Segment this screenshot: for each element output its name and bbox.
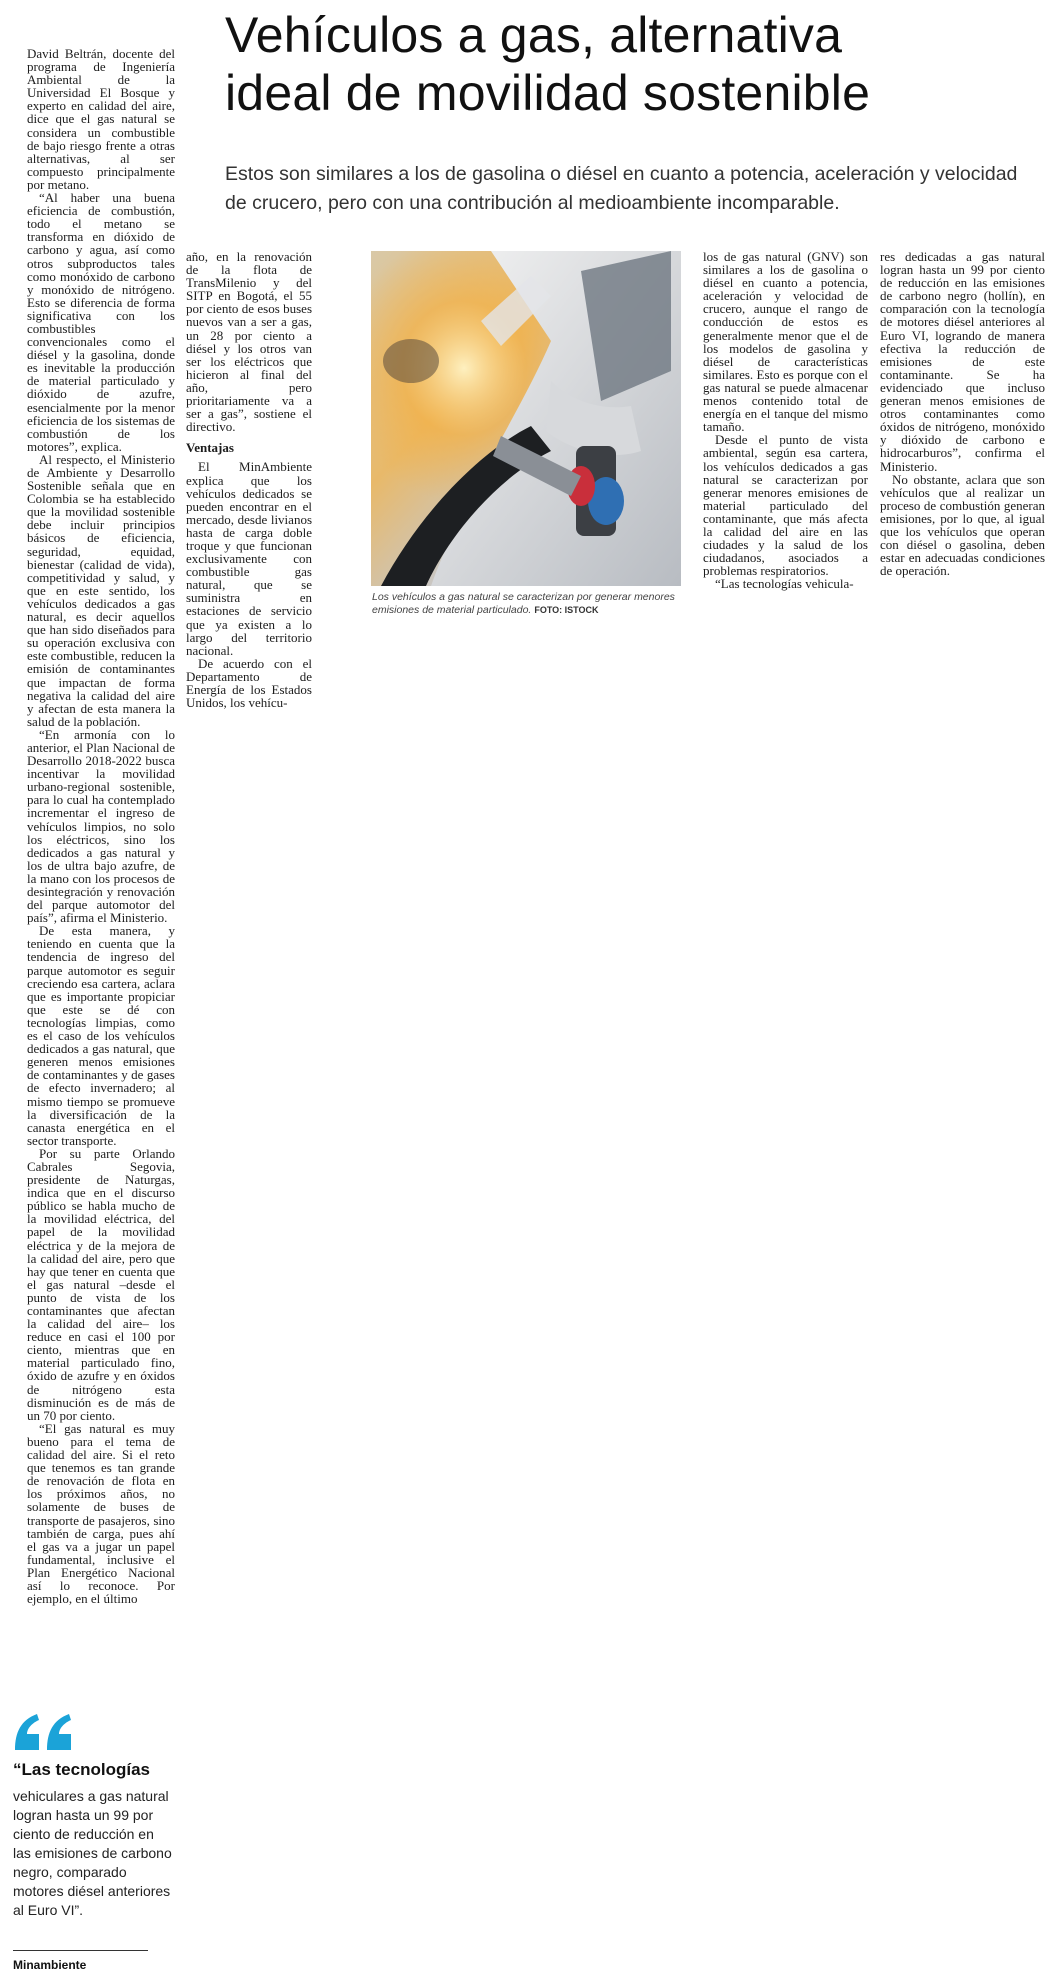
paragraph: Por su parte Orlando Cabrales Segovia, presidente de Naturgas, indica que en el discurso público se habla mucho de la movilidad eléctrica, del papel de la movilidad eléctrica y de la mejora de la calidad del aire, pero que hay que tener en cuenta que el gas natural –desde el punto de vista de los contaminantes que afectan la calidad del aire– los reduce en casi el 100 por ciento, mientras que en material particulado fino, óxido de azufre y en óxidos de nitrógeno esta disminución es de más de un 70 por ciento. [27, 1145, 175, 1423]
paragraph: Desde el punto de vista ambiental, según esa cartera, los vehículos dedicados a gas natural se caracterizan por generar menores emisiones de material particulado del contaminante, que más afecta la calidad del aire en las ciudades y la salud de los ciudadanos, asociados a problemas respiratorios. [703, 432, 868, 579]
paragraph: De esta manera, y teniendo en cuenta que la tendencia de ingreso del parque automotor es seguir creciendo esa cartera, aclara que es importante propiciar que este se dé con tecnologías limpias, como es el caso de los vehículos dedicados a gas natural, que generen menos emisiones de contaminantes y de gases de efecto invernadero; al mismo tiempo se promueve la diversificación de la canasta energética en el sector transporte. [27, 923, 175, 1148]
subheadline: Estos son similares a los de gasolina o diésel en cuanto a potencia, aceleración y velocidad de crucero, pero con una contribución al medioambiente incomparable. [225, 163, 1018, 214]
headline-line-2: ideal de movilidad sostenible [225, 65, 871, 121]
quote-mark-icon [13, 1712, 75, 1752]
paragraph: David Beltrán, docente del programa de Ingeniería Ambiental de la Universidad El Bosque y experto en calidad del aire, dice que el gas natural se considera un combustible de bajo riesgo frente a otras alternativas, al ser compuesto principalmente por metano. [27, 46, 175, 192]
pull-quote-lead: “Las tecnologías [13, 1760, 150, 1779]
pull-quote-divider [13, 1950, 148, 1951]
photo-credit: FOTO: ISTOCK [534, 605, 599, 615]
paragraph: Al respecto, el Ministerio de Ambiente y Desarrollo Sostenible señala que en Colombia se ha establecido que la movilidad sostenible debe incluir principios básicos de eficiencia, seguridad, equidad, bienestar (calidad de vida), competitividad y salud, y que en este sentido, los vehículos dedicados a gas natural, es decir aquellos que han sido diseñados para su operación exclusiva con este combustible, reducen la emisión de contaminantes que impactan de forma negativa la calidad del aire y afectan de esta manera la salud de la población. [27, 451, 175, 729]
paragraph: año, en la renovación de la flota de TransMilenio y del SITP en Bogotá, el 55 por ciento de esos buses nuevos van a ser a gas, un 28 por ciento a diésel y los otros van ser los eléctricos que hicieron al final del año, pero prioritariamente va a ser a gas”, sostiene el directivo. [186, 249, 312, 435]
paragraph: El MinAmbiente explica que los vehículos dedicados se pueden encontrar en el mercado, desde livianos hasta de carga doble troque y que funcionan exclusivamente con combustible gas natural, que se suministra en estaciones de servicio que ya existen a lo largo del territorio nacional. [186, 459, 312, 658]
paragraph: De acuerdo con el Departamento de Energía de los Estados Unidos, los vehícu- [186, 655, 312, 711]
paragraph: los de gas natural (GNV) son similares a los de gasolina o diésel en cuanto a potencia, aceleración y velocidad de crucero, aunque el rango de conducción de estos es generalmente menor que el de los modelos de gasolina y diésel de características similares. Esto es porque con el gas natural se puede almacenar menos contenido total de energía en el tanque del mismo tamaño. [703, 249, 868, 435]
pull-quote-source: Minambiente [13, 1958, 87, 1972]
article-column-3 [703, 250, 868, 590]
article-column-1 [27, 47, 175, 1605]
headline-line-1: Vehículos a gas, alternativa [225, 7, 843, 63]
paragraph: “Al haber una buena eficiencia de combustión, todo el metano se transforma en dióxido de carbono y agua, así como otros subproductos tales como monóxido de carbono y monóxido de nitrógeno. Esto se diferencia de forma significativa con los combustibles convencionales como el diésel y la gasolina, donde es inevitable la producción de material particulado y dióxido de azufre, esencialmente por la menor eficiencia de los sistemas de combustión de los motores”, explica. [27, 190, 175, 454]
article-column-2 [186, 250, 312, 709]
article-column-4 [880, 250, 1045, 577]
paragraph: res dedicadas a gas natural logran hasta un 99 por ciento de reducción en las emisiones de carbono negro (hollín), en comparación con la tecnología de motores diésel anteriores al Euro VI, logrando de manera efectiva la reducción de emisiones de este contaminante. Se ha evidenciado que incluso generan menos emisiones de otros contaminantes como óxidos de nitrógeno, monóxido y dióxido de carbono e hidrocarburos”, confirma el Ministerio. [880, 249, 1045, 474]
photo-caption [372, 591, 682, 617]
paragraph: “En armonía con lo anterior, el Plan Nacional de Desarrollo 2018-2022 busca incentivar la movilidad urbano-regional sostenible, para lo cual ha contemplado incrementar el ingreso de vehículos limpios, no solo los eléctricos, sino los dedicados a gas natural y los de ultra bajo azufre, de la mano con los procesos de desintegración y renovación del parque automotor del país”, afirma el Ministerio. [27, 726, 175, 926]
paragraph: No obstante, aclara que son vehículos que al realizar un proceso de combustión generan emisiones, por lo que, al igual que los vehículos que operan con diésel o gasolina, deben estar en adecuadas condiciones de operación. [880, 471, 1045, 579]
headline [225, 6, 1025, 122]
section-heading: Ventajas [186, 440, 234, 456]
paragraph: “El gas natural es muy bueno para el tema de calidad del aire. Si el reto que tenemos es tan grande de renovación de flota en los próximos años, no solamente de buses de transporte de pasajeros, sino también de carga, pues ahí el gas va a jugar un papel fundamental, inclusive el Plan Energético Nacional así lo reconoce. Por ejemplo, en el último [27, 1420, 175, 1607]
article-photo [371, 251, 681, 586]
caption-text: Los vehículos a gas natural se caracterizan por generar menores emisiones de material particulado. [372, 591, 675, 616]
paragraph: “Las tecnologías vehicula- [715, 576, 854, 592]
pull-quote-body: vehiculares a gas natural logran hasta un 99 por ciento de reducción en las emisiones de carbono negro, comparado motores diésel anteriores al Euro VI”. [13, 1788, 172, 1918]
